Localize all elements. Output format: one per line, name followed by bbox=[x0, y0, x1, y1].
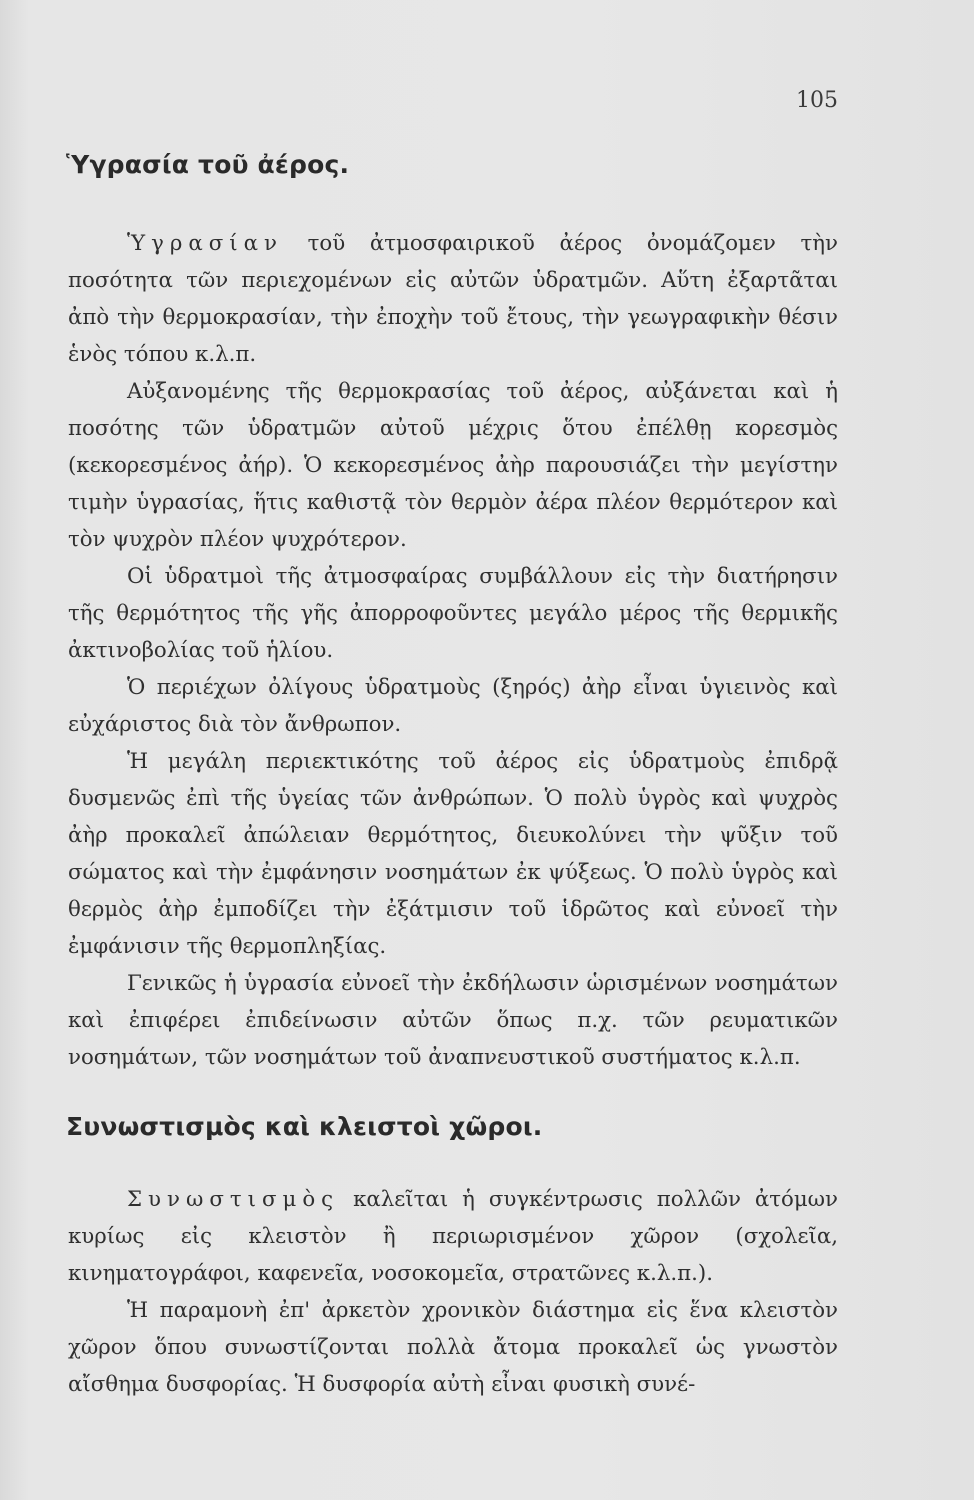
section-heading-humidity: Ὑγρασία τοῦ ἀέρος. bbox=[66, 150, 350, 179]
spaced-lead-word: Ὑγρασίαν bbox=[127, 231, 283, 256]
paragraph-text: καλεῖται ἡ συγκέντρωσις πολλῶν ἀτόμων κυρίως εἰς κλειστὸν ἢ περιωρισμένον χῶρον (σχολεῖα, κινηματογράφοι, καφενεῖα, νοσοκομεῖα, στρατῶνες κ.λ.π.). bbox=[68, 1187, 838, 1286]
paragraph: Γενικῶς ἡ ὑγρασία εὐνοεῖ τὴν ἐκδήλωσιν ὡρισμένων νοσημάτων καὶ ἐπιφέρει ἐπιδείνωσιν αὐτῶν ὅπως π.χ. τῶν ρευματικῶν νοσημάτων, τῶν νοσημάτων τοῦ ἀναπνευστικοῦ συστήματος κ.λ.π. bbox=[68, 971, 838, 1070]
paragraph: Ἡ παραμονὴ ἐπ' ἀρκετὸν χρονικὸν διάστημα εἰς ἕνα κλειστὸν χῶρον ὅπου συνωστίζονται πολλὰ ἄτομα προκαλεῖ ὡς γνωστὸν αἴσθημα δυσφορίας. Ἡ δυσφορία αὐτὴ εἶναι φυσικὴ συνέ- bbox=[68, 1298, 838, 1397]
page-number: 105 bbox=[796, 88, 838, 113]
paragraph bbox=[68, 1181, 838, 1292]
paragraph-text: τοῦ ἀτμοσφαιρικοῦ ἀέρος ὀνομάζομεν τὴν ποσότητα τῶν περιεχομένων εἰς αὐτῶν ὑδρατμῶν. Αὕτη ἐξαρτᾶται ἀπὸ τὴν θερμοκρασίαν, τὴν ἐποχὴν τοῦ ἔτους, τὴν γεωγραφικὴν θέσιν ἑνὸς τόπου κ.λ.π. bbox=[68, 231, 838, 367]
paragraph bbox=[68, 225, 838, 373]
paragraph: Ὁ περιέχων ὀλίγους ὑδρατμοὺς (ξηρός) ἀὴρ εἶναι ὑγιεινὸς καὶ εὐχάριστος διὰ τὸν ἄνθρωπον. bbox=[68, 675, 838, 737]
paragraph: Αὐξανομένης τῆς θερμοκρασίας τοῦ ἀέρος, αὐξάνεται καὶ ἡ ποσότης τῶν ὑδρατμῶν αὐτοῦ μέχρις ὅτου ἐπέλθῃ κορεσμὸς (κεκορεσμένος ἀήρ). Ὁ κεκορεσμένος ἀὴρ παρουσιάζει τὴν μεγίστην τιμὴν ὑγρασίας, ἥτις καθιστᾷ τὸν θερμὸν ἀέρα πλέον θερμότερον καὶ τὸν ψυχρὸν πλέον ψυχρότερον. bbox=[68, 379, 838, 552]
paragraph: Οἱ ὑδρατμοὶ τῆς ἀτμοσφαίρας συμβάλλουν εἰς τὴν διατήρησιν τῆς θερμότητος τῆς γῆς ἀπορροφοῦντες μεγάλο μέρος τῆς θερμικῆς ἀκτινοβολίας τοῦ ἡλίου. bbox=[68, 564, 838, 663]
paragraph: Ἡ μεγάλη περιεκτικότης τοῦ ἀέρος εἰς ὑδρατμοὺς ἐπιδρᾷ δυσμενῶς ἐπὶ τῆς ὑγείας τῶν ἀνθρώπων. Ὁ πολὺ ὑγρὸς καὶ ψυχρὸς ἀὴρ προκαλεῖ ἀπώλειαν θερμότητος, διευκολύνει τὴν ψῦξιν τοῦ σώματος καὶ τὴν ἐμφάνησιν νοσημάτων ἐκ ψύξεως. Ὁ πολὺ ὑγρὸς καὶ θερμὸς ἀὴρ ἐμποδίζει τὴν ἐξάτμισιν τοῦ ἱδρῶτος καὶ εὐνοεῖ τὴν ἐμφάνισιν τῆς θερμοπληξίας. bbox=[68, 749, 838, 959]
section-heading-crowding: Συνωστισμὸς καὶ κλειστοὶ χῶροι. bbox=[66, 1112, 543, 1141]
spaced-lead-word: Συνωστισμὸς bbox=[127, 1187, 340, 1212]
page-content bbox=[68, 150, 838, 1403]
